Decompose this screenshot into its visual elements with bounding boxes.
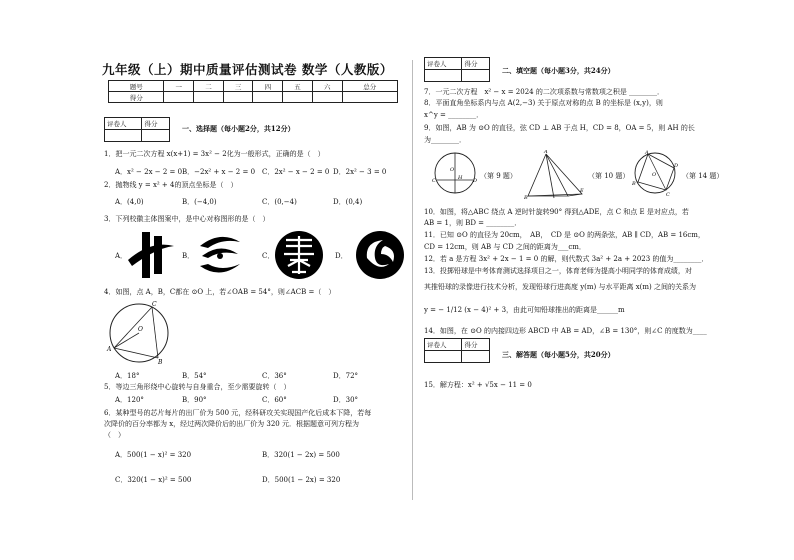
q10-line-1: 10．如图，将△ABC 绕点 A 逆时针旋转90° 得到△ADE，点 C 和点 E 是对应点，若 [424, 208, 689, 216]
q11-line-2: CD = 12cm，则 AB 与 CD 之间的距离为___cm． [424, 243, 586, 251]
q2-option-a: A．(4,0) [115, 198, 144, 206]
score-header-cell: 六 [312, 81, 342, 92]
q6-option-b: B．320(1 − 2x) = 500 [262, 451, 340, 459]
grader-box-2 [424, 57, 490, 82]
fig-14-caption: （第 14 题） [682, 172, 724, 180]
score-header-cell: 五 [283, 81, 313, 92]
score-header-cell: 一 [164, 81, 194, 92]
q8-line-1: 8．平面直角坐标系内与点 A(2,−3) 关于原点对称的点 B 的坐标是 (x,y)，则 [424, 99, 663, 107]
fig-9-caption: （第 9 题） [480, 172, 517, 180]
q6-option-c: C．320(1 − x)² = 500 [115, 476, 192, 484]
logo-d-icon [355, 230, 405, 280]
q6-line-2: 次降价的百分率都为 x，经过两次降价后的出厂价为 320 元．根据题意可列方程为 [104, 420, 359, 428]
grader-label: 评卷人 [105, 118, 142, 130]
logo-a-icon [126, 230, 176, 280]
svg-text:E: E [580, 188, 584, 194]
grader-label: 评卷人 [425, 339, 462, 351]
svg-text:D: D [674, 163, 678, 169]
logo-c-icon [274, 230, 324, 280]
svg-text:B: B [632, 181, 636, 187]
q6-option-a: A．500(1 − x)² = 320 [115, 451, 192, 459]
logo-b-icon [196, 232, 244, 278]
grader-box-1 [104, 117, 170, 142]
q5-option-c: C．60° [262, 396, 287, 404]
score-header-cell: 总分 [342, 81, 397, 92]
svg-text:O: O [138, 326, 143, 333]
q9-line-2: 为________． [424, 136, 466, 144]
score-header-cell: 四 [253, 81, 283, 92]
q4-option-b: B．54° [182, 372, 207, 380]
svg-text:C: C [666, 192, 670, 196]
score-label: 得分 [462, 58, 490, 70]
q1-option-c: C．2x² − x − 2 = 0 [262, 168, 330, 176]
q13-line-2: 其推铅球的录像进行技术分析，发现铅球行进高度 y(m) 与水平距离 x(m) 之间的关系为 [424, 283, 697, 291]
fig-9-circle [432, 150, 478, 196]
score-label: 得分 [142, 118, 170, 130]
q4-stem: 4．如图，点 A，B，C都在 ⊙O 上，若∠OAB = 54°，则∠ACB =（ ） [104, 288, 336, 296]
q13-line-3: y = − 1/12 (x − 4)² + 3，由此可知铅球推出的距离是______m [424, 306, 625, 314]
q7: 7．一元二次方程 x² − x = 2024 的二次项系数与常数项之积是 ________． [424, 88, 665, 96]
svg-text:B: B [524, 195, 528, 200]
fig-10-caption: （第 10 题） [588, 172, 630, 180]
q4-option-a: A．18° [115, 372, 140, 380]
score-table-header [109, 81, 398, 92]
q5-stem: 5．等边三角形绕中心旋转与自身重合，至少需要旋转（ ） [104, 383, 291, 391]
q3-label-d: D． [335, 252, 348, 260]
q2-option-c: C．(0,−4) [262, 198, 297, 206]
q5-option-a: A．120° [115, 396, 144, 404]
section-1-heading: 一、选择题（每小题2分，共12分） [182, 124, 295, 133]
q3-stem: 3．下列校徽主体图案中，是中心对称图形的是（ ） [104, 215, 270, 223]
fig-14-circle [632, 150, 678, 196]
svg-text:O: O [652, 172, 657, 178]
score-row-label: 得分 [109, 92, 164, 103]
q5-option-b: B．90° [182, 396, 207, 404]
q8-line-2: x^y = ________． [424, 111, 484, 119]
q4-circle-figure [106, 300, 172, 366]
section-3-heading: 三、解答题（每小题5分，共20分） [502, 350, 615, 359]
svg-text:A: A [645, 150, 649, 156]
q14: 14．如图，在 ⊙O 的内接四边形 ABCD 中 AB = AD，∠B = 130°，则∠C 的度数为____ [424, 327, 707, 335]
svg-text:H: H [458, 175, 463, 181]
q4-option-c: C．36° [262, 372, 287, 380]
q3-label-c: C． [262, 252, 275, 260]
grader-box-3 [424, 338, 490, 363]
section-2-heading: 二、填空题（每小题3分，共24分） [502, 66, 615, 75]
q9-line-1: 9．如图，AB 为 ⊙O 的直径，弦 CD ⊥ AB 于点 H，CD = 8，OA = 5，则 AH 的长 [424, 124, 695, 132]
score-header-cell: 题号 [109, 81, 164, 92]
q10-line-2: AB = 1，则 BD = ________． [424, 219, 522, 227]
q5-option-d: D．30° [333, 396, 359, 404]
q13-line-1: 13．投掷铅球是中考体育测试选择项目之一，体育老师为提高小明同学的体育成绩，对 [424, 267, 692, 275]
q6-line-3: （ ） [104, 431, 125, 439]
q1-option-d: D．2x² − 3 = 0 [333, 168, 387, 176]
q15: 15．解方程：x² + √5x − 11 = 0 [424, 381, 532, 389]
q12: 12．若 a 是方程 3x² + 2x − 1 = 0 的解，则代数式 3a² + 2a + 2023 的值为________． [424, 255, 709, 263]
svg-text:B: B [158, 359, 163, 366]
q4-option-d: D．72° [333, 372, 359, 380]
q6-line-1: 6．某种型号的芯片每片的出厂价为 500 元，经科研攻关实现国产化后成本下降，若每 [104, 409, 372, 417]
score-label: 得分 [462, 339, 490, 351]
q1-option-b: B．−2x² + x − 2 = 0 [182, 168, 256, 176]
grader-label: 评卷人 [425, 58, 462, 70]
score-table-row [109, 92, 398, 103]
fig-10-triangles [524, 150, 588, 200]
svg-text:C: C [432, 178, 436, 184]
page-title: 九年级（上）期中质量评估测试卷 数学（人教版） [102, 62, 393, 77]
q1-stem: 1．把一元二次方程 x(x+1) = 3x² − 2化为一般形式，正确的是（ ） [104, 150, 325, 158]
q3-label-a: A． [115, 252, 128, 260]
svg-text:C: C [152, 301, 157, 308]
score-table [108, 80, 398, 103]
svg-text:O: O [450, 167, 455, 173]
svg-text:A: A [544, 150, 548, 155]
q1-option-a: A．x² − 2x − 2 = 0 [115, 168, 183, 176]
column-divider [412, 60, 413, 500]
q6-option-d: D．500(1 − 2x) = 320 [262, 476, 341, 484]
q2-option-d: D．(0,4) [333, 198, 363, 206]
score-header-cell: 二 [194, 81, 224, 92]
q2-stem: 2．抛物线 y = x² + 4的顶点坐标是（ ） [104, 181, 238, 189]
svg-text:D: D [473, 178, 478, 184]
q11-line-1: 11．已知 ⊙O 的直径为 20cm， AB， CD 是 ⊙O 的两条弦，AB ∥ CD，AB = 16cm， [424, 231, 705, 239]
score-header-cell: 三 [223, 81, 253, 92]
q3-label-b: B． [182, 252, 195, 260]
svg-text:A: A [107, 346, 112, 353]
q2-option-b: B．(−4,0) [182, 198, 217, 206]
